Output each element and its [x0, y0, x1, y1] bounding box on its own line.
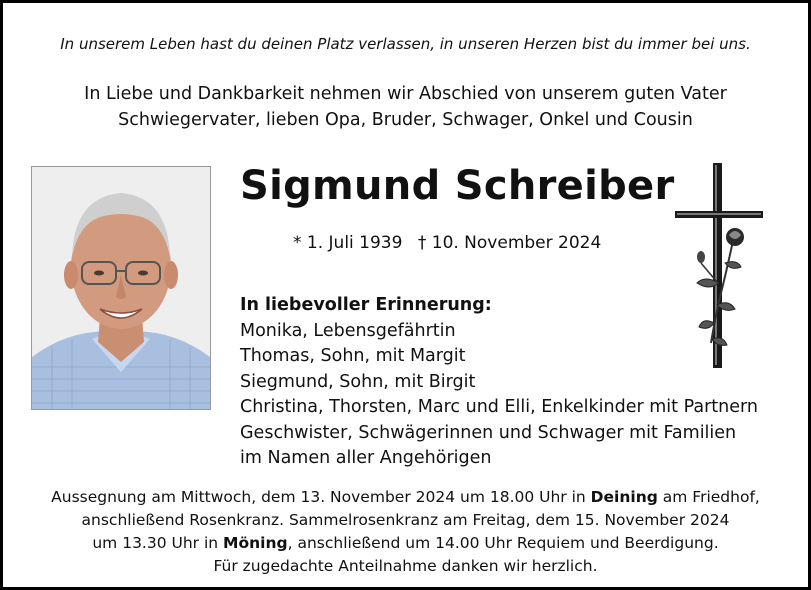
details-line: Für zugedachte Anteilnahme danken wir herzlich. — [213, 557, 598, 575]
mourners-heading: In liebevoller Erinnerung: — [240, 295, 492, 315]
details-line — [3, 532, 808, 555]
cross-with-rose-icon — [671, 163, 767, 377]
mourner-line: Monika, Lebensgefährtin — [240, 320, 456, 341]
mourner-line: Geschwister, Schwägerinnen und Schwager mit Familien — [240, 422, 737, 443]
birth-date: * 1. Juli 1939 — [293, 233, 403, 253]
intro-line: In Liebe und Dankbarkeit nehmen wir Abschied von unserem guten Vater — [84, 84, 727, 104]
intro-line: Schwiegervater, lieben Opa, Bruder, Schwager, Onkel und Cousin — [118, 110, 693, 130]
portrait-photo — [31, 166, 211, 410]
place-deining: Deining — [590, 488, 658, 506]
motto-text: In unserem Leben hast du deinen Platz verlassen, in unseren Herzen bist du immer bei uns. — [60, 35, 751, 53]
mourner-line: Thomas, Sohn, mit Margit — [240, 346, 466, 366]
place-moening: Möning — [223, 534, 288, 552]
mourner-line: Christina, Thorsten, Marc und Elli, Enkelkinder mit Partnern — [240, 397, 758, 417]
intro-text — [3, 81, 808, 133]
details-text: , anschließend um 14.00 Uhr Requiem und Beerdigung. — [287, 534, 719, 552]
details-line — [3, 486, 808, 509]
life-dates — [293, 233, 611, 253]
deceased-name: Sigmund Schreiber — [240, 163, 675, 209]
mourner-line: im Namen aller Angehörigen — [240, 448, 492, 468]
mourner-line: Siegmund, Sohn, mit Birgit — [240, 371, 476, 392]
funeral-details — [3, 486, 808, 578]
details-text: Aussegnung am Mittwoch, dem 13. November 2024 um 18.00 Uhr in — [51, 488, 591, 506]
details-text: um 13.30 Uhr in — [92, 534, 224, 552]
death-date: † 10. November 2024 — [417, 233, 602, 253]
details-text: am Friedhof, — [657, 488, 760, 506]
details-line: anschließend Rosenkranz. Sammelrosenkranz am Freitag, dem 15. November 2024 — [81, 511, 730, 529]
